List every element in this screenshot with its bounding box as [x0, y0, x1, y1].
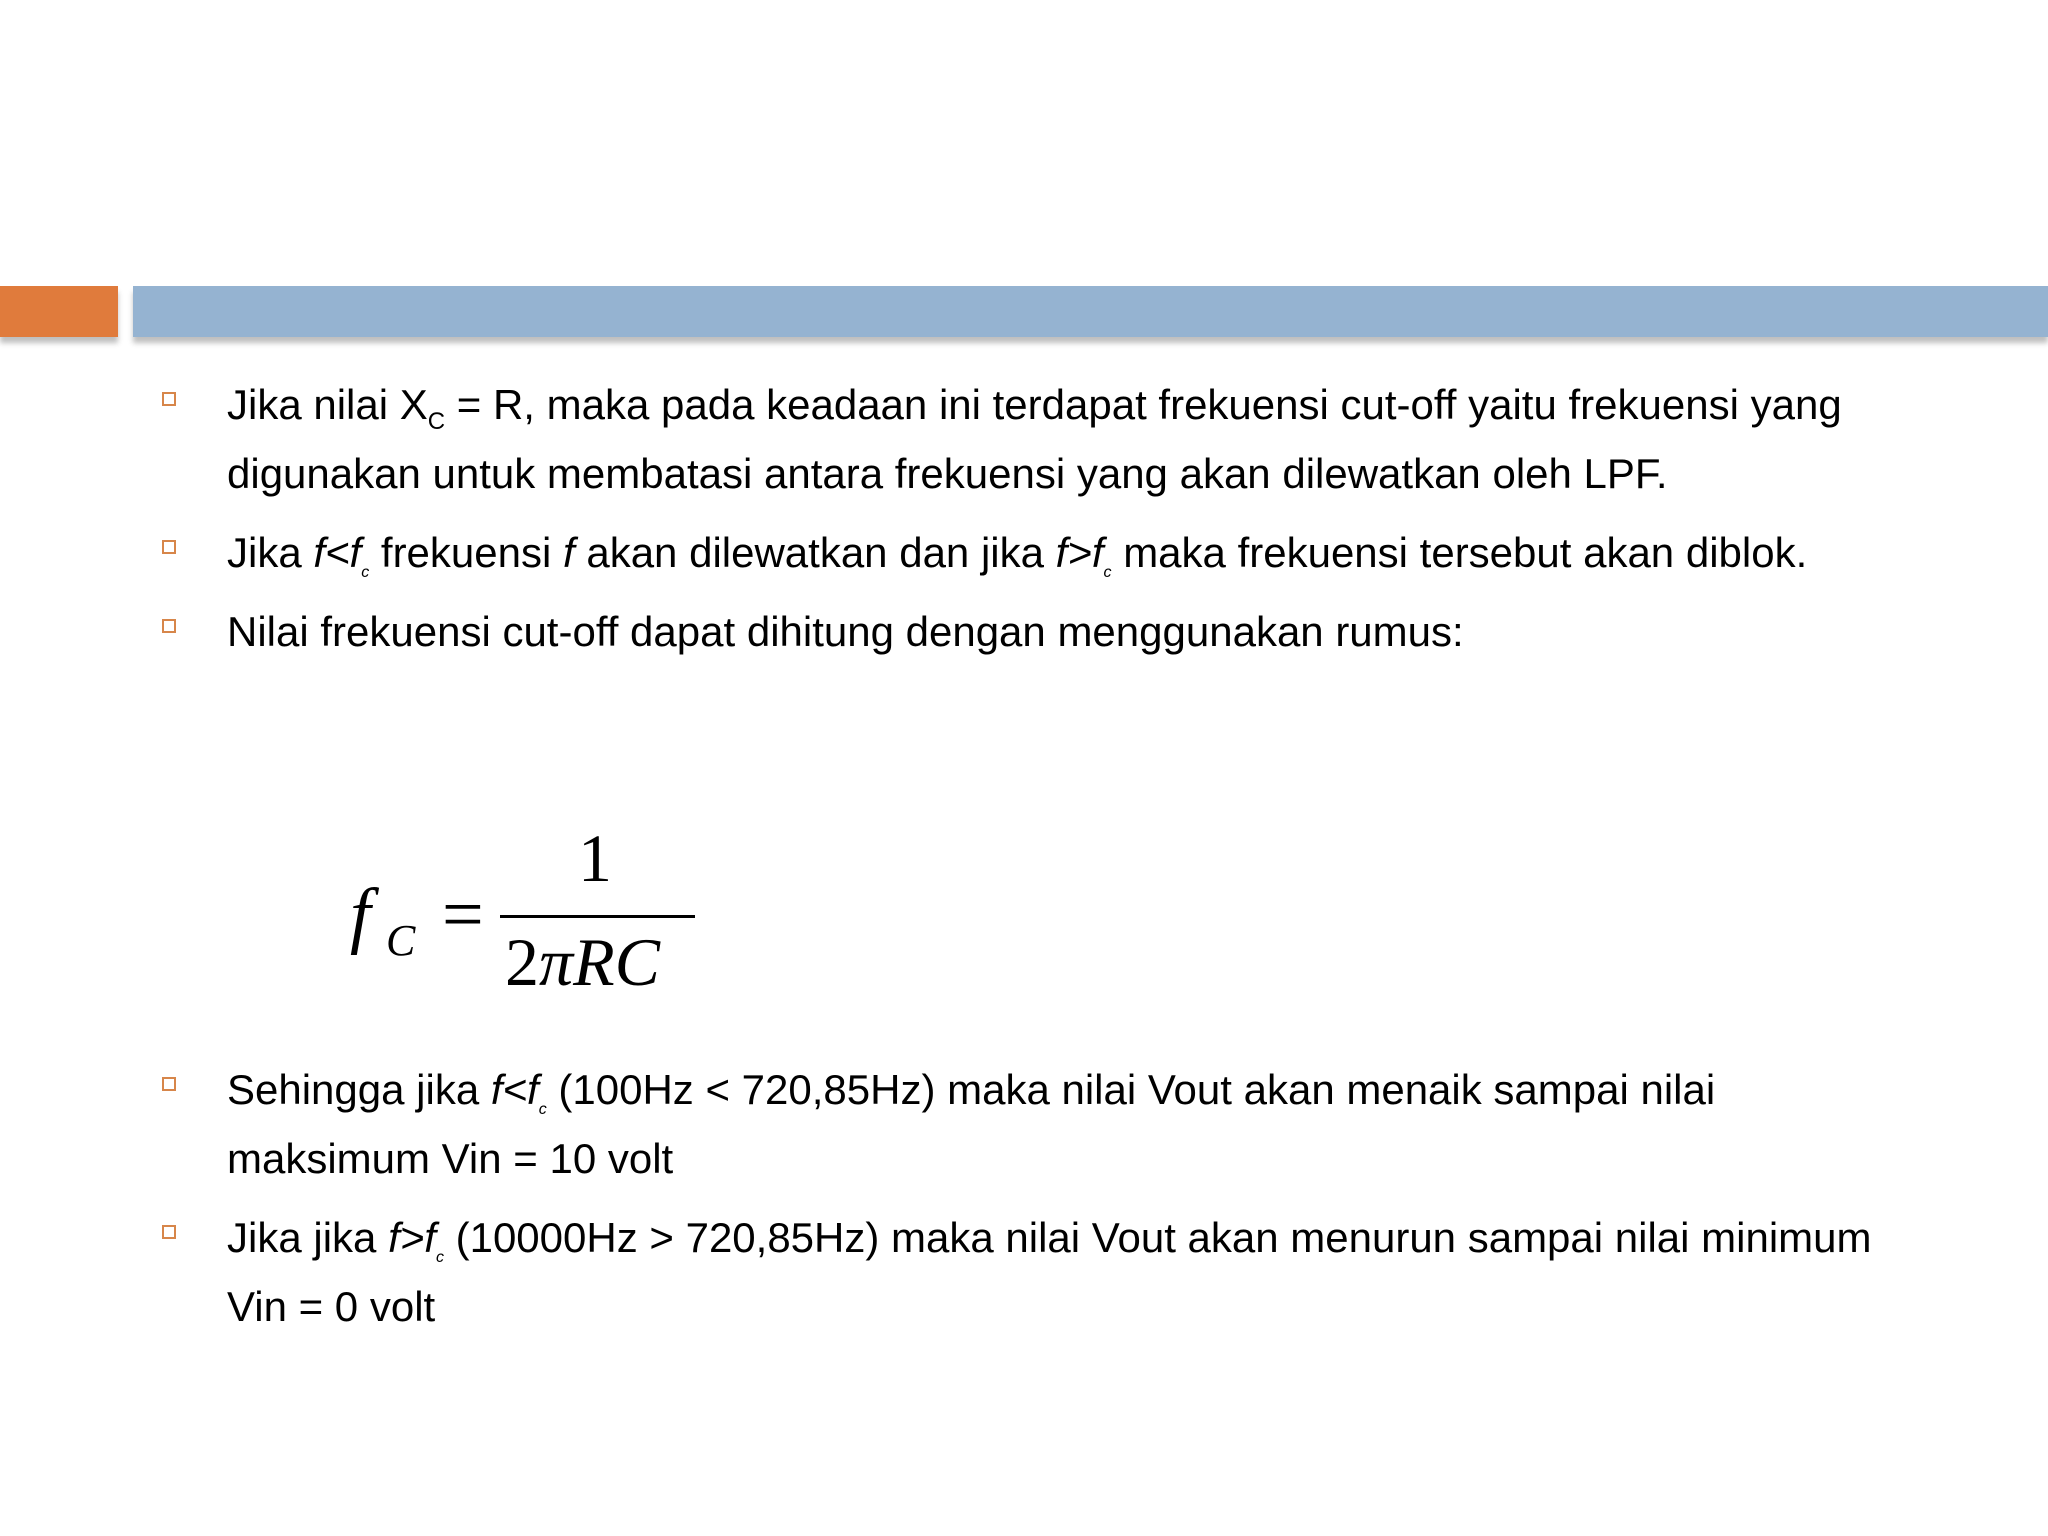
header-title-bar [133, 286, 2048, 337]
bullet-item [160, 518, 1920, 587]
bullet-text [227, 381, 1842, 497]
formula-denominator-number: 2 [505, 924, 539, 1000]
bullet-text-run: frekuensi [369, 529, 563, 576]
bullet-item [160, 597, 1920, 666]
formula-denominator-pi: π [539, 924, 574, 1000]
bullet-text-run: f<f [490, 1066, 539, 1113]
bullet-text-run: c [538, 1101, 547, 1118]
bullet-square-icon [162, 619, 176, 633]
bullet-item [160, 370, 1920, 508]
bullet-text-run: f [563, 529, 575, 576]
formula-fraction-line [500, 915, 695, 918]
formula-denominator [505, 924, 660, 1000]
bullet-item [160, 1203, 1920, 1341]
bullet-list-top [160, 370, 1920, 676]
bullet-text-run: akan dilewatkan dan jika [574, 529, 1056, 576]
formula-lhs: f [350, 874, 371, 956]
bullet-square-icon [162, 540, 176, 554]
bullet-text [227, 1066, 1715, 1182]
bullet-text-run: Jika [227, 529, 314, 576]
bullet-text-run: Jika jika [227, 1214, 389, 1261]
formula-equals-sign: = [442, 874, 484, 956]
bullet-text-run: (100Hz < 720,85Hz) maka nilai Vout akan menaik sampai nilai maksimum Vin = 10 volt [227, 1066, 1716, 1182]
formula-lhs-subscript: C [386, 916, 416, 965]
bullet-text-run: Nilai frekuensi cut-off dapat dihitung dengan menggunakan rumus: [227, 608, 1464, 655]
bullet-text-run: Sehingga jika [227, 1066, 491, 1113]
bullet-text-run: f>f [388, 1214, 436, 1261]
bullet-text-run: c [361, 564, 370, 581]
bullet-square-icon [162, 1225, 176, 1239]
bullet-text-run: maka frekuensi tersebut akan diblok. [1111, 529, 1808, 576]
bullet-text-run: C [427, 408, 446, 435]
bullet-text-run: Jika nilai X [227, 381, 428, 428]
bullet-item [160, 1055, 1920, 1193]
bullet-text-run: f>f [1055, 529, 1104, 576]
bullet-square-icon [162, 1077, 176, 1091]
bullet-text [227, 529, 1808, 581]
bullet-text-run: = R, maka pada keadaan ini terdapat frekuensi cut-off yaitu frekuensi yang digunakan untuk membatasi antara frekuensi yang akan dilewatkan oleh LPF. [227, 381, 1842, 497]
bullet-list-bottom [160, 1055, 1920, 1351]
header-accent-bar [0, 286, 118, 337]
bullet-text-run: f<f [313, 529, 362, 576]
bullet-text-run: (10000Hz > 720,85Hz) maka nilai Vout akan menurun sampai nilai minimum Vin = 0 volt [227, 1214, 1872, 1330]
bullet-text [227, 1214, 1872, 1330]
cutoff-frequency-formula [350, 820, 710, 1010]
bullet-square-icon [162, 392, 176, 406]
formula-denominator-vars: RC [573, 924, 660, 1000]
bullet-text-run: c [1103, 564, 1112, 581]
bullet-text [227, 608, 1464, 655]
bullet-text-run: c [435, 1249, 444, 1266]
formula-numerator: 1 [578, 820, 612, 896]
